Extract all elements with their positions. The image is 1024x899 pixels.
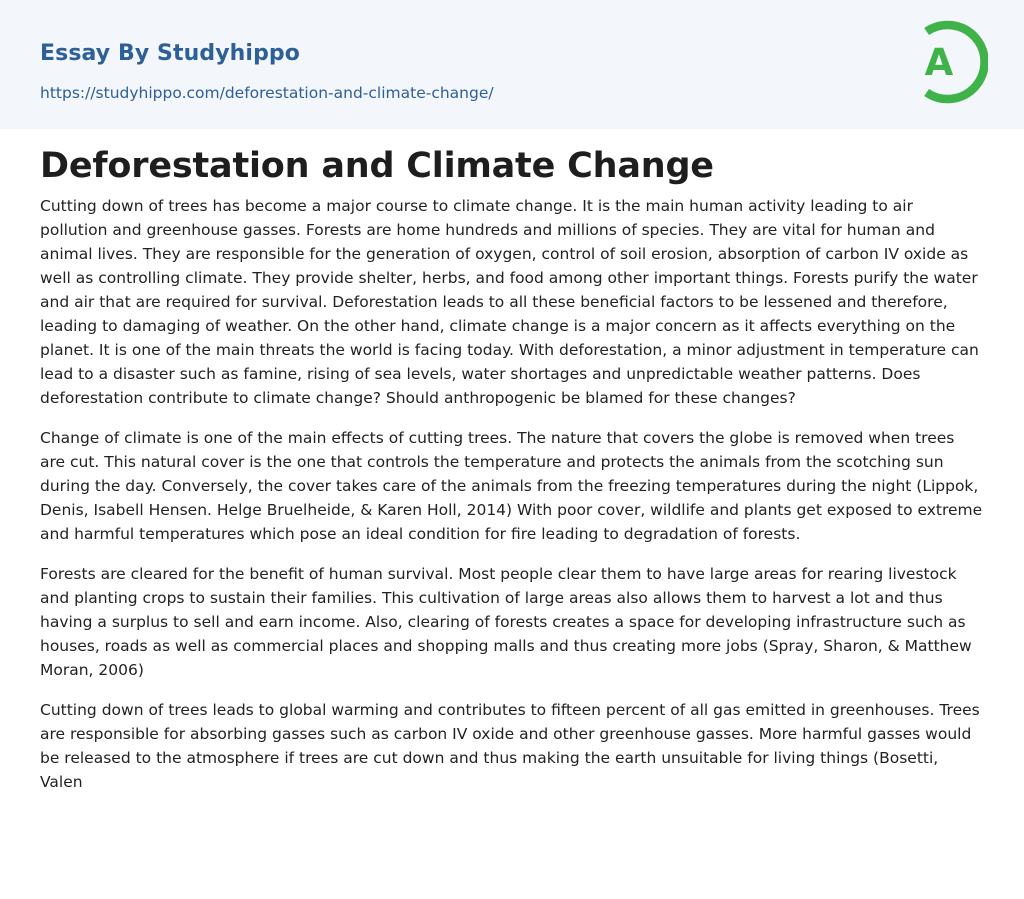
- essay-url-link[interactable]: https://studyhippo.com/deforestation-and-climate-change/: [40, 84, 494, 102]
- site-header: [0, 0, 1024, 129]
- essay-paragraph: Cutting down of trees leads to global warming and contributes to fifteen percent of all gas emitted in greenhouses. Trees are responsible for absorbing gasses such as carbon IV oxide and other greenhouse gasses. More harmful gasses would be released to the atmosphere if trees are cut down and thus making the earth unsuitable for living things (Bosetti, Valen: [40, 701, 980, 791]
- essay-body: [40, 194, 984, 810]
- essay-paragraph: Change of climate is one of the main effects of cutting trees. The nature that covers the globe is removed when trees are cut. This natural cover is the one that controls the temperature and protects the animals from the scotching sun during the day. Conversely, the cover takes care of the animals from the freezing temperatures during the night (Lippok, Denis, Isabell Hensen. Helge Bruelheide, & Karen Holl, 2014) With poor cover, wildlife and plants get exposed to extreme and harmful temperatures which pose an ideal condition for fire leading to degradation of forests.: [40, 429, 983, 543]
- logo-letter: A: [924, 41, 954, 84]
- page-title: Deforestation and Climate Change: [40, 146, 714, 186]
- site-brand: Essay By Studyhippo: [40, 41, 300, 66]
- essay-paragraph: Cutting down of trees has become a major course to climate change. It is the main human activity leading to air pollution and greenhouse gasses. Forests are home hundreds and millions of species. They are vital for human and animal lives. They are responsible for the generation of oxygen, control of soil erosion, absorption of carbon IV oxide as well as controlling climate. They provide shelter, herbs, and food among other important things. Forests purify the water and air that are required for survival. Deforestation leads to all these beneficial factors to be lessened and therefore, leading to damaging of weather. On the other hand, climate change is a major concern as it affects everything on the planet. It is one of the main threats the world is facing today. With deforestation, a minor adjustment in temperature can lead to a disaster such as famine, rising of sea levels, water shortages and unpredictable weather patterns. Does deforestation contribute to climate change? Should anthropogenic be blamed for these changes?: [40, 197, 979, 407]
- essay-paragraph: Forests are cleared for the benefit of human survival. Most people clear them to have large areas for rearing livestock and planting crops to sustain their families. This cultivation of large areas also allows them to harvest a lot and thus having a surplus to sell and earn income. Also, clearing of forests creates a space for developing infrastructure such as houses, roads as well as commercial places and shopping malls and thus creating more jobs (Spray, Sharon, & Matthew Moran, 2006): [40, 565, 972, 679]
- studyhippo-logo-icon: [910, 18, 988, 106]
